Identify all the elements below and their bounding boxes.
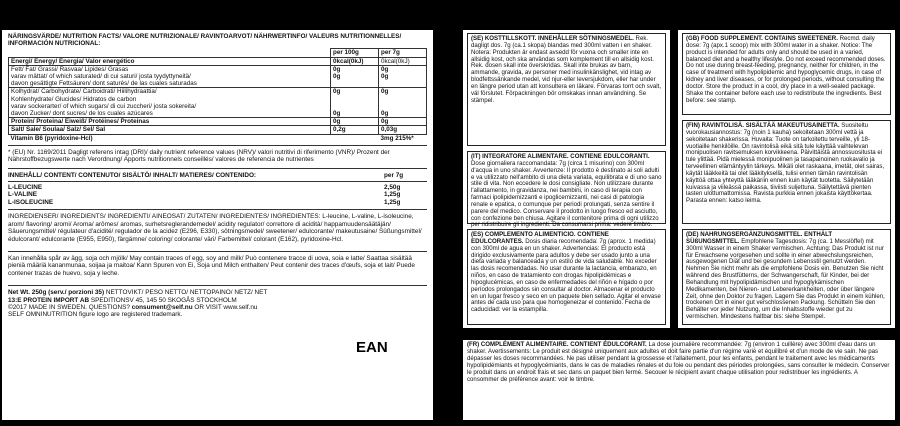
warning-text: Dose giornaliera raccomandata: 7g (circa 1 misurino) con 300ml d'acqua in uno shaker. Avvertenze: Il prodotto è destinato ai soli adulti e va utilizzato nell'ambito di una dieta variata, equilibrata e di uno sano stile di vita. Non eccedere le dosi consigliate. Non utilizzare durante l'allattamento, in gravidanza, nei bambini, in caso di terapia con farmaci ipolipidemizzanti e ipoglicemizzanti, nei casi di patologia renale e epatica, o comunque per periodi prolungati, senza sentire il parere del medico. Conservare il prodotto in luogo fresco ed asciutto, con confezione ben chiusa. Agitare il contenitore prima di ogni utilizzo per ridistribuire gli ingredienti. Da consumarsi prima: vedere timbro.	[471, 159, 662, 229]
warning-title: (GB) FOOD SUPPLEMENT. CONTAINS SWEETENER.	[686, 35, 838, 42]
website-text: OR VISIT www.self.nu	[192, 303, 258, 311]
warning-text: Empfohlene Tagesdosis: 7g (ca. 1 Messlöffel) mit 300ml Wasser in einem Shaker vermischen. Achtung: Das Produkt ist nur für Erwachsene vorgesehen und sollte in einer abwechslungsreichen, ausgewogenen Diät und bei gesundem Lebensstil genutzt werden. Nehmen Sie nicht mehr als die empfohlene Dosis ein. Benutzen Sie nicht während des Brustfütterns, der Schwangerschaft, für Kinder, bei der Behandlung mit hypolipidämischen und hypoglykämischen Medikamenten, bei Nieren- und Lebererkankheiten, oder über längere Zeit, ohne den Doktor zu fragen. Lagern Sie das Produkt in einem kühlen, trockenen Ort in einer gut verschlossenen Packung. Schütteln Sie den Behälter vor jeder Nutzung, um die Inhaltsstoffe wieder gut zu vermischen. Mindestens haltbar bis: siehe Stempel.	[686, 237, 885, 321]
warning-es	[467, 229, 666, 325]
row-label: Fett/ Fat/ Grassi/ Rasvaa/ Lipides/ Grasas varav mättat/ of which saturated/ di cui saturi/ josta tyydyttyneitä/ davon gesättigte Fettsäuren/ dont saturés/ de las cuales saturadas	[9, 65, 331, 88]
ingredient-name: L-LEUCINE	[8, 184, 43, 192]
ingredient-amount: 1,25g	[384, 198, 401, 206]
warnings-panel-right	[678, 30, 895, 328]
warning-text: Suositeltu vuorokausiannostus: 7g (noin 1 kauha) sekoitetaan 300ml vettä ja sekoitetaan shakerissa. Huvaita: Tuote on tarkoitettu terveille, yli 18-vuotiaille henkilöille. On ravintolisä eikä sitä tule käyttää vaihtelevan monipuolisen ravitsemuksen korvikkeena. Päivittäistä annossuositusta ei tule ylittää. Pidä mielessä monipuolinen ja tasapainoinen ruokavalio ja terveellinen elämäntyylin tärkeys. Mikäli olet raskaana, imetät, olet sairas, käytät lääkkeitä tai olet lääkityksellä, tulisi ennen tämän ravintolisän käyttöä ottaa yhteyttä lääkäriin ennen kuin käytät tuotetta. Säilytetään kuivassa ja viileässä paikassa, tiiviisti suljettuna. Säilytettävä pienten lasten ulottumattomissa. Ravista purkkia ennen jokaista käyttökertaa. Parasta ennen: katso leima.	[686, 122, 885, 205]
row-value-7: 0g	[379, 118, 427, 126]
warning-title: (FR) COMPLÉMENT ALIMENTAIRE. CONTIENT ÉDULCORANT.	[467, 341, 647, 348]
warning-de	[682, 229, 891, 325]
ingredient-name: L-ISOLEUCINE	[8, 198, 54, 206]
warning-text: Rek. dagligt dos. 7g (ca.1 skopa) blandas med 300ml vatten i en shaker. Notera: Produkten är endast avsedd för vuxna och smaller inte en allsidig kost, och ska användas som komplement till en allsidig kost. Rek. dosen skall inte överskridas. Skall inte brukas av barn, ammande, gravida, av personer med insulinkänslighet, vid intag av blodfettssänkande medel, vid njur-eller leversjukdom, eller har under en längre period utan att konsultera en läkare. Förvaras torrt och svalt, väl förslutet. Förpackningen bör omskakas innan användning. Se stämpel.	[471, 35, 662, 104]
row-value-7: 0kcal(0kJ)	[379, 57, 427, 65]
row-energy	[9, 57, 427, 65]
warning-title: (IT) INTEGRATORE ALIMENTARE. CONTIENE EDULCORANTI.	[471, 153, 650, 160]
warning-text: La dose journalière recommandée: 7g (environ 1 cuillère) avec 300ml d'eau dans un shaker. Avertissements: Le produit est désigné uniquement aux adultes et doit faire partie d'un régime varié et équilibré et d'un mode de vie sain. Ne pas dépasser les doses recommandées. Ne pas utiliser pendant la grossesse et l'allaitement, pour les enfants, pendant le traitement avec les médicaments hypolipidémiants et hypoglycémiants, dans le cas de maladies rénales et du foie ou pendant des périodes prolongées, sans consulter le médecin. Conserver le produit dans un endroit frais et sec dans un paquet bien fermé. Secouer le récipient avant chaque utilisation pour redistribuer les ingrédients. A consommer de préférence avant: voir le timbre.	[467, 341, 890, 383]
ean-label: EAN	[356, 339, 388, 356]
row-carb	[9, 88, 427, 118]
row-fat	[9, 65, 427, 88]
ingredients-text: INGREDIENSER/ INGREDIENTS/ INGREDIENTI/ AINEOSAT/ ZUTATEN/ INGREDIENTES/ INGREDIENTES: L-leucine, L-valine, L-isoleucine, arom/ flavoring/ aromi/ Aroma/ arômes/ aromas, surhetsreglerandemedel/ acidity regulator/ correttore di acidità/ happamuudensäätäjän/ Säuerungsmittel/ régulateur d'acidité/ regulador de la acidez (E296, E330), sötningsmedel/ sweetener/ edulcorante/ makeutusaine/ Süßungsmittel/ édulcorant/ edulcorante (E955, E950), färgämne/ coloring/ colorante/ väri/ Farbemittel/ colorant (E162), pyridoxine-Hcl.	[8, 213, 422, 243]
row-value-7: 0g 0g	[379, 88, 427, 118]
vitamin-label: Vitamin B6 (pyridoxine-Hcl)	[10, 134, 93, 142]
nutrition-header-row	[9, 49, 427, 57]
row-protein	[9, 118, 427, 126]
row-value-7: 3mg 215%*	[380, 134, 414, 142]
warning-fr	[463, 340, 895, 420]
warning-title: (ES) COMPLEMENTO ALIMENTICIO. CONTIENE EDULCORANTES.	[471, 231, 609, 245]
content-title: INNEHÅLL/ CONTENT/ CONTENUTO/ SISÄLTÖ/ INHALT/ MATIERES/ CONTENIDO:	[8, 171, 257, 179]
warning-gb	[682, 33, 891, 115]
row-value-100: 0kcal(0kJ)	[331, 57, 379, 65]
copyright-line	[8, 304, 427, 311]
net-weight	[8, 289, 427, 296]
importer-line	[8, 297, 427, 304]
nrv-footnote: * (EU) Nr. 1169/2011 Dagligt referens intag (DRI)/ daily nutrient reference values (NRV)/ valori nutritivi di riferimento (VNR)/ Prozent der Nährstoffbezugswerte nach Verordnung/ Apports nutritionnels conseillés/ valores de referencia de nutrientes	[8, 148, 390, 164]
content-col: per 7g	[384, 171, 404, 179]
warning-se	[467, 33, 666, 146]
warning-text: Recmd. daily dose: 7g (apx.1 scoop) mix with 300ml water in a shaker. Notice: The product is intended for adults only and should be used in a varied, balanced diet and a healthy lifestyle. Do not exceed recommended doses. Do not use during breast-feeding, pregnancy, neither for children, in the case of treatment with hypolipidemic and hypoglycemic drugs, in case of kidney and liver diseases, or for prolonged periods, without consulting the doctor. Store the product in a cool, dry place in a well-sealed package. Shake the container before each use to redistribute the ingredients. Best before: see stamp.	[686, 35, 886, 104]
warning-title: (DE) NAHRUNGSERGÄNZUNGSMITTEL. ENTHÄLT SÜßUNGSMITTEL.	[686, 231, 833, 245]
row-value-100	[331, 134, 379, 142]
row-value-100: 0g 0g	[331, 65, 379, 88]
importer-name: 13:E PROTEIN IMPORT AB	[8, 296, 90, 304]
net-weight-value: Net Wt. 250g (serv./ porzioni 35)	[8, 289, 105, 297]
nutrition-table	[8, 48, 427, 141]
ingredient-amount: 1,25g	[384, 191, 401, 199]
net-weight-labels: NETTOVIKT/ PESO NETTO/ NETTOPAINO/ NETZ/ NET	[104, 289, 268, 297]
row-label: Protein/ Proteina/ Eiweiß/ Protéines/ Proteinas	[9, 118, 331, 126]
row-label: Energi/ Energy/ Energia/ Valor energético	[9, 57, 331, 65]
row-value-100: 0,2g	[331, 126, 379, 134]
row-label: Salt/ Sale/ Soulaa/ Salz/ Sel/ Sal	[9, 126, 331, 134]
nutrition-panel	[2, 30, 433, 420]
row-value-7: 0g 0g	[379, 65, 427, 88]
ingredient-row	[8, 191, 427, 198]
allergen-text: Kan innehålla spår av ägg, soja och mjölk/ May contain traces of egg, soy and milk/ Può contenere tracce di uova, soia e latte/ Saattaa sisältää pieniä määriä kananmunaa, soijaa ja maitoa/ Kann Spuren von Ei, Soja und Milch enthalten/ Peut contenir des traces d'œufs, soja et lait/ Puede contener trazas de huevo, soja y leche.	[8, 254, 415, 277]
ingredient-amount: 2,50g	[384, 184, 401, 192]
col-per7: per 7g	[379, 49, 427, 57]
row-label	[9, 134, 331, 142]
row-vitamin	[9, 134, 427, 142]
nutrition-title: NÄRINGSVÄRDE/ NUTRITION FACTS/ VALORE NUTRIZIONALE/ RAVINTOARVOT/ NÄHRWERTINFO/ VALEURS NUTRITIONNELLES/ INFORMACIÓN NUTRICIONAL:	[8, 33, 402, 48]
ingredient-row	[8, 184, 427, 191]
row-value-100: 0g 0g	[331, 88, 379, 118]
row-value-100: 0g	[331, 118, 379, 126]
content-header	[8, 172, 427, 179]
trademark-line: SELF OMNINUTRITION figure logo are registered trademark.	[8, 311, 183, 319]
warning-text: Dosis diaria recomendada: 7g (aprox. 1 medida) con 300ml de agua en un shaker. Advertencias: El producto está dirigido exclusivamente para adultos y debe ser usado junto a una dieta variada y balanceada y un estilo de vida saludable. No exceder las dosis recomendadas. No usar durante la lactancia, embarazo, en niños, en caso de tratamiento con drogas hipolipidémicas e hipoglucémicas, en caso de enfermedades del riñón e hígado o por períodos prolongados sin consultar al doctor. Almacenar el producto en un lugar fresco y seco en un paquete bien sellado. Agitar el envase antes de cada uso para que homogeneizar el contenido. Fecha de caducidad: ver la estampilla.	[471, 237, 661, 314]
ingredient-row	[8, 199, 427, 206]
row-value-7: 0,03g	[379, 126, 427, 134]
copyright-text: ©2017 MADE IN SWEDEN. QUESTIONS?	[8, 303, 132, 311]
col-per100: per 100g	[331, 49, 379, 57]
row-label: Kolhydrat/ Carbohydrate/ Carboidrati/ Hiilihydraattia/ Kohlenhydrate/ Glucides/ Hidratos de carbon varav sockerarter/ of which sugars/ di cui zuccheri/ josta sokereita/ davon Zucker/ dont sucres/ de los cuales azúcares	[9, 88, 331, 118]
contact-email[interactable]: consument@self.nu	[131, 303, 193, 311]
warning-fin	[682, 120, 891, 224]
importer-address: SPEDITIONSV 45, 145 50 SKOGÅS STOCKHOLM	[89, 296, 237, 304]
ingredient-name: L-VALINE	[8, 191, 37, 199]
warnings-panel-middle	[463, 30, 670, 328]
row-salt	[9, 126, 427, 134]
warning-it	[467, 151, 666, 229]
warning-title: (SE) KOSTTILLSKOTT. INNEHÅLLER SÖTNINGSMEDEL.	[471, 35, 634, 42]
warning-title: (FIN) RAVINTOLISÄ. SISÄLTÄÄ MAKEUTUSAINETTA.	[686, 122, 840, 129]
